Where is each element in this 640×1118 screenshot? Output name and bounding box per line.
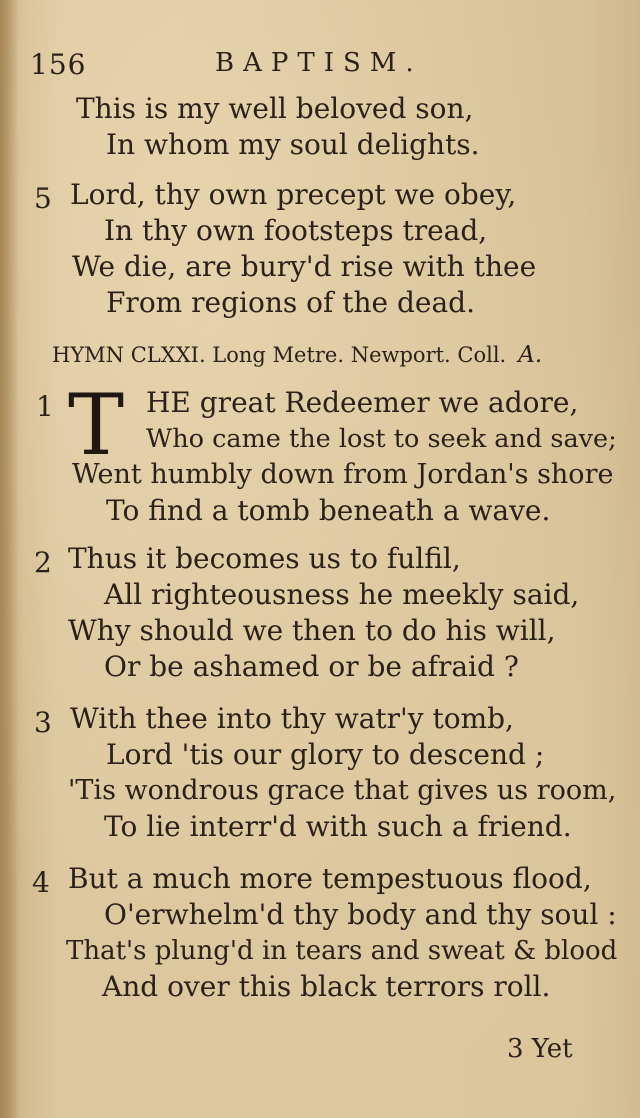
verse-line: In thy own footsteps tread, [104,214,488,247]
verse-line: And over this black terrors roll. [102,970,551,1003]
hymn-title [52,341,542,369]
stanza-number: 5 [34,182,52,215]
page-header [30,48,610,88]
verse-line: From regions of the dead. [106,286,476,319]
drop-cap: T [68,376,125,474]
verse-line: O'erwhelm'd thy body and thy soul : [104,898,617,931]
verse-line: To lie interr'd with such a friend. [104,810,572,843]
catchword: 3 Yet [507,1034,573,1064]
verse-line: Lord, thy own precept we obey, [70,178,517,211]
hymn-title-tail: A. [518,342,543,368]
verse-line: But a much more tempestuous flood, [68,862,592,895]
page-gutter-shadow [0,0,18,1118]
verse-line: Or be ashamed or be afraid ? [104,650,519,683]
verse-line: All righteousness he meekly said, [104,578,580,611]
verse-line: Lord 'tis our glory to descend ; [106,738,545,771]
stanza-number: 3 [34,706,52,739]
page-number: 156 [30,48,87,81]
verse-line: Who came the lost to seek and save; [146,424,617,454]
verse-line: HE great Redeemer we adore, [146,386,579,419]
verse-line: With thee into thy watr'y tomb, [70,702,514,735]
stanza-number: 2 [34,546,52,579]
verse-line: Went humbly down from Jordan's shore [72,459,614,490]
verse-line: Why should we then to do his will, [68,614,556,647]
verse-line: This is my well beloved son, [76,92,474,125]
running-head: BAPTISM. [215,48,423,78]
verse-line: That's plung'd in tears and sweat & blood [66,936,618,966]
stanza-number: 1 [36,390,54,423]
verse-line: We die, are bury'd rise with thee [72,250,537,283]
hymn-title-text: HYMN CLXXI. Long Metre. Newport. Coll. [52,343,507,367]
verse-line: 'Tis wondrous grace that gives us room, [68,775,617,806]
verse-line: To find a tomb beneath a wave. [106,494,551,527]
verse-line: Thus it becomes us to fulfil, [68,542,461,575]
verse-line: In whom my soul delights. [106,128,480,161]
stanza-number: 4 [32,866,50,899]
